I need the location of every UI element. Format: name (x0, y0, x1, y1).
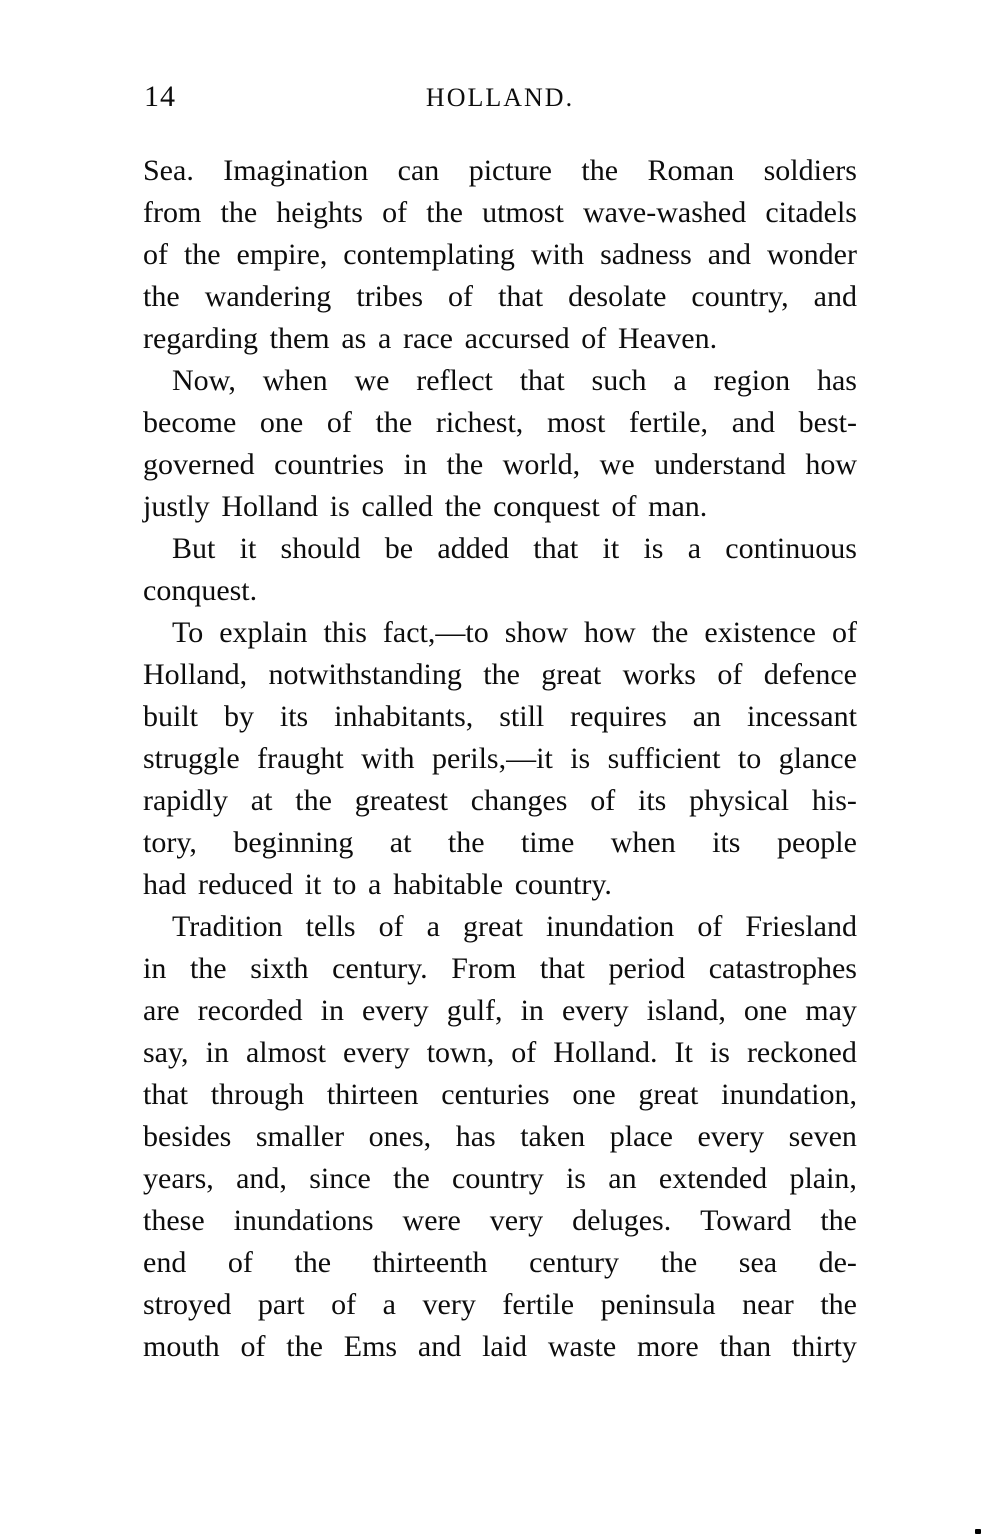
word: be (384, 532, 414, 565)
word: fact,—to (382, 616, 489, 649)
word: town, (426, 1036, 495, 1069)
word: soldiers (763, 154, 857, 187)
word: Toward (700, 1204, 792, 1237)
word: the (286, 1330, 323, 1363)
word: plain, (789, 1162, 857, 1195)
text-line (143, 1200, 857, 1242)
word: since (309, 1162, 371, 1195)
word: citadels (765, 196, 857, 229)
word: the (183, 238, 221, 271)
word: most (546, 406, 606, 439)
word: the (220, 196, 258, 229)
word: through (210, 1078, 305, 1111)
word: these (143, 1204, 205, 1237)
word: of (240, 1330, 266, 1363)
word: very (489, 1204, 544, 1237)
text-line: conquest. (143, 574, 258, 607)
word: very (422, 1288, 476, 1321)
word: best- (798, 406, 857, 439)
word: one (743, 994, 788, 1027)
word: that (498, 280, 544, 313)
word: explain (219, 616, 308, 649)
word: in (320, 994, 344, 1027)
word: thirteen (326, 1078, 419, 1111)
word: struggle (143, 742, 240, 775)
word: the (581, 154, 619, 187)
word: every (362, 994, 429, 1027)
word: every (343, 1036, 410, 1069)
word: the (295, 784, 332, 817)
word: tory, (143, 826, 197, 859)
word: inundation, (721, 1078, 857, 1111)
word: the (189, 952, 227, 985)
word: Sea. (143, 154, 194, 187)
word: place (609, 1120, 673, 1153)
text-line (143, 612, 857, 654)
word: picture (468, 154, 552, 187)
word: than (719, 1330, 772, 1363)
word: From (451, 952, 517, 985)
word: near (742, 1288, 794, 1321)
word: notwithstanding (268, 658, 462, 691)
word: were (402, 1204, 461, 1237)
word: sadness (600, 238, 692, 271)
word: wandering (204, 280, 332, 313)
word: requires (570, 700, 667, 733)
word: is (565, 1162, 586, 1195)
text-line (143, 738, 857, 780)
word: reckoned (746, 1036, 857, 1069)
word: de- (818, 1246, 857, 1279)
word: years, (143, 1162, 214, 1195)
word: that (519, 364, 565, 397)
text-line (143, 696, 857, 738)
word: of (382, 196, 408, 229)
word: peninsula (600, 1288, 716, 1321)
word: of (378, 910, 404, 943)
word: to (737, 742, 762, 775)
word: rapidly (143, 784, 228, 817)
word: region (713, 364, 791, 397)
word: the (143, 280, 180, 313)
word: empire, (236, 238, 328, 271)
word: the (820, 1204, 857, 1237)
word: one (259, 406, 304, 439)
word: inhabitants, (334, 700, 474, 733)
text-line (143, 906, 857, 948)
word: time (520, 826, 575, 859)
word: when (262, 364, 328, 397)
word: this (323, 616, 367, 649)
text-line (143, 1074, 857, 1116)
word: of (331, 1288, 357, 1321)
word: perils,—it (431, 742, 553, 775)
word: greatest (354, 784, 448, 817)
word: Tradition (172, 910, 283, 943)
word: It (674, 1036, 693, 1069)
word: Imagination (223, 154, 369, 187)
word: fertile (502, 1288, 575, 1321)
word: has (455, 1120, 496, 1153)
word: heights (276, 196, 363, 229)
running-head (0, 80, 1000, 114)
word: one (572, 1078, 616, 1111)
word: how (805, 448, 857, 481)
word: gulf, (446, 994, 503, 1027)
word: every (561, 994, 629, 1027)
word: tribes (356, 280, 423, 313)
text-line (143, 948, 857, 990)
word: part (257, 1288, 305, 1321)
word: sixth (250, 952, 309, 985)
word: and (417, 1330, 462, 1363)
word: it (239, 532, 257, 565)
word: of (511, 1036, 537, 1069)
word: existence (704, 616, 816, 649)
word: that (539, 952, 585, 985)
word: the (820, 1288, 857, 1321)
text-line (143, 1032, 857, 1074)
word: more (637, 1330, 699, 1363)
word: continuous (725, 532, 857, 565)
word: great (638, 1078, 699, 1111)
word: the (447, 826, 485, 859)
word: and (813, 280, 857, 313)
word: of (831, 616, 857, 649)
word: utmost (482, 196, 564, 229)
word: in (205, 1036, 229, 1069)
word: glance (778, 742, 857, 775)
word: wonder (766, 238, 857, 271)
word: added (437, 532, 510, 565)
word: at (389, 826, 412, 859)
word: stroyed (143, 1288, 232, 1321)
word: defence (763, 658, 857, 691)
word: country, (691, 280, 789, 313)
word: century (529, 1246, 620, 1279)
word: extended (658, 1162, 768, 1195)
word: thirty (791, 1330, 857, 1363)
word: and (707, 238, 752, 271)
word: besides (143, 1120, 232, 1153)
word: island, (646, 994, 726, 1027)
word: tells (305, 910, 356, 943)
word: fraught (257, 742, 344, 775)
text-line (143, 150, 857, 192)
word: at (250, 784, 273, 817)
word: fertile, (628, 406, 709, 439)
word: and (731, 406, 776, 439)
word: when (610, 826, 676, 859)
word: a (687, 532, 702, 565)
word: centuries (441, 1078, 550, 1111)
word: recorded (197, 994, 303, 1027)
word: should (280, 532, 361, 565)
word: the (375, 406, 413, 439)
text-line (143, 780, 857, 822)
word: incessant (746, 700, 857, 733)
word: richest, (435, 406, 524, 439)
word: inundation (545, 910, 675, 943)
word: the (446, 448, 484, 481)
text-line (143, 1242, 857, 1284)
word: with (530, 238, 585, 271)
word: works (622, 658, 696, 691)
word: catastrophes (708, 952, 857, 985)
word: great (462, 910, 523, 943)
ink-speck (975, 1529, 981, 1534)
word: understand (654, 448, 786, 481)
word: we (354, 364, 390, 397)
word: his- (811, 784, 857, 817)
word: ones, (368, 1120, 432, 1153)
word: is (570, 742, 591, 775)
word: that (143, 1078, 188, 1111)
text-line (143, 234, 857, 276)
word: period (608, 952, 686, 985)
word: world, (502, 448, 581, 481)
word: its (712, 826, 741, 859)
word: become (143, 406, 237, 439)
word: To (172, 616, 204, 649)
word: is (643, 532, 664, 565)
word: built (143, 700, 199, 733)
word: Holland, (143, 658, 248, 691)
word: waste (547, 1330, 617, 1363)
running-title: HOLLAND. (425, 83, 575, 112)
word: an (692, 700, 722, 733)
word: show (504, 616, 569, 649)
word: its (279, 700, 309, 733)
word: thirteenth (372, 1246, 488, 1279)
word: sufficient (607, 742, 721, 775)
page-body-text (143, 150, 857, 1368)
word: of (697, 910, 723, 943)
word: in (403, 448, 427, 481)
word: such (591, 364, 647, 397)
text-line (143, 990, 857, 1032)
word: and, (236, 1162, 287, 1195)
text-line: justly Holland is called the conquest of man. (143, 490, 708, 523)
text-line (143, 402, 857, 444)
word: But (172, 532, 216, 565)
word: the (426, 196, 463, 229)
text-line: had reduced it to a habitable country. (143, 868, 612, 901)
word: taken (520, 1120, 586, 1153)
text-line (143, 444, 857, 486)
word: beginning (233, 826, 354, 859)
word: of (590, 784, 616, 817)
word: laid (482, 1330, 528, 1363)
word: a (673, 364, 687, 397)
word: almost (245, 1036, 326, 1069)
word: century. (332, 952, 428, 985)
word: Now, (172, 364, 236, 397)
page-number: 14 (144, 80, 176, 113)
word: how (584, 616, 636, 649)
word: in (143, 952, 167, 985)
word: is (709, 1036, 730, 1069)
word: its (637, 784, 667, 817)
word: it (602, 532, 620, 565)
word: of (143, 238, 168, 271)
word: changes (470, 784, 568, 817)
word: contemplating (343, 238, 515, 271)
word: the (294, 1246, 332, 1279)
word: every (697, 1120, 765, 1153)
word: of (448, 280, 474, 313)
word: Roman (647, 154, 735, 187)
word: Ems (343, 1330, 398, 1363)
text-line (143, 1158, 857, 1200)
word: a (426, 910, 440, 943)
text-line (143, 1326, 857, 1368)
word: sea (738, 1246, 778, 1279)
word: governed (143, 448, 255, 481)
word: the (651, 616, 689, 649)
word: can (397, 154, 440, 187)
word: we (599, 448, 635, 481)
word: in (520, 994, 544, 1027)
word: that (533, 532, 579, 565)
word: reflect (416, 364, 493, 397)
word: the (393, 1162, 430, 1195)
word: wave-washed (582, 196, 747, 229)
word: of (326, 406, 352, 439)
word: are (143, 994, 180, 1027)
word: of (227, 1246, 253, 1279)
text-line (143, 1116, 857, 1158)
word: the (483, 658, 520, 691)
word: from (143, 196, 202, 229)
word: may (805, 994, 857, 1027)
word: countries (274, 448, 385, 481)
word: Friesland (745, 910, 857, 943)
text-line (143, 192, 857, 234)
text-line (143, 528, 857, 570)
text-line (143, 822, 857, 864)
word: end (143, 1246, 187, 1279)
word: say, (143, 1036, 189, 1069)
word: the (660, 1246, 698, 1279)
word: great (541, 658, 602, 691)
word: still (499, 700, 545, 733)
word: people (776, 826, 857, 859)
word: seven (788, 1120, 857, 1153)
word: with (361, 742, 415, 775)
word: an (608, 1162, 637, 1195)
text-line (143, 654, 857, 696)
word: physical (689, 784, 790, 817)
word: of (717, 658, 743, 691)
word: Holland. (553, 1036, 658, 1069)
word: smaller (255, 1120, 345, 1153)
word: desolate (568, 280, 667, 313)
word: inundations (233, 1204, 374, 1237)
word: mouth (143, 1330, 220, 1363)
word: has (816, 364, 857, 397)
text-line (143, 276, 857, 318)
word: deluges. (572, 1204, 672, 1237)
text-line: regarding them as a race accursed of Heaven. (143, 322, 718, 355)
text-line (143, 1284, 857, 1326)
word: a (382, 1288, 396, 1321)
word: country (452, 1162, 544, 1195)
text-line (143, 360, 857, 402)
word: by (223, 700, 254, 733)
